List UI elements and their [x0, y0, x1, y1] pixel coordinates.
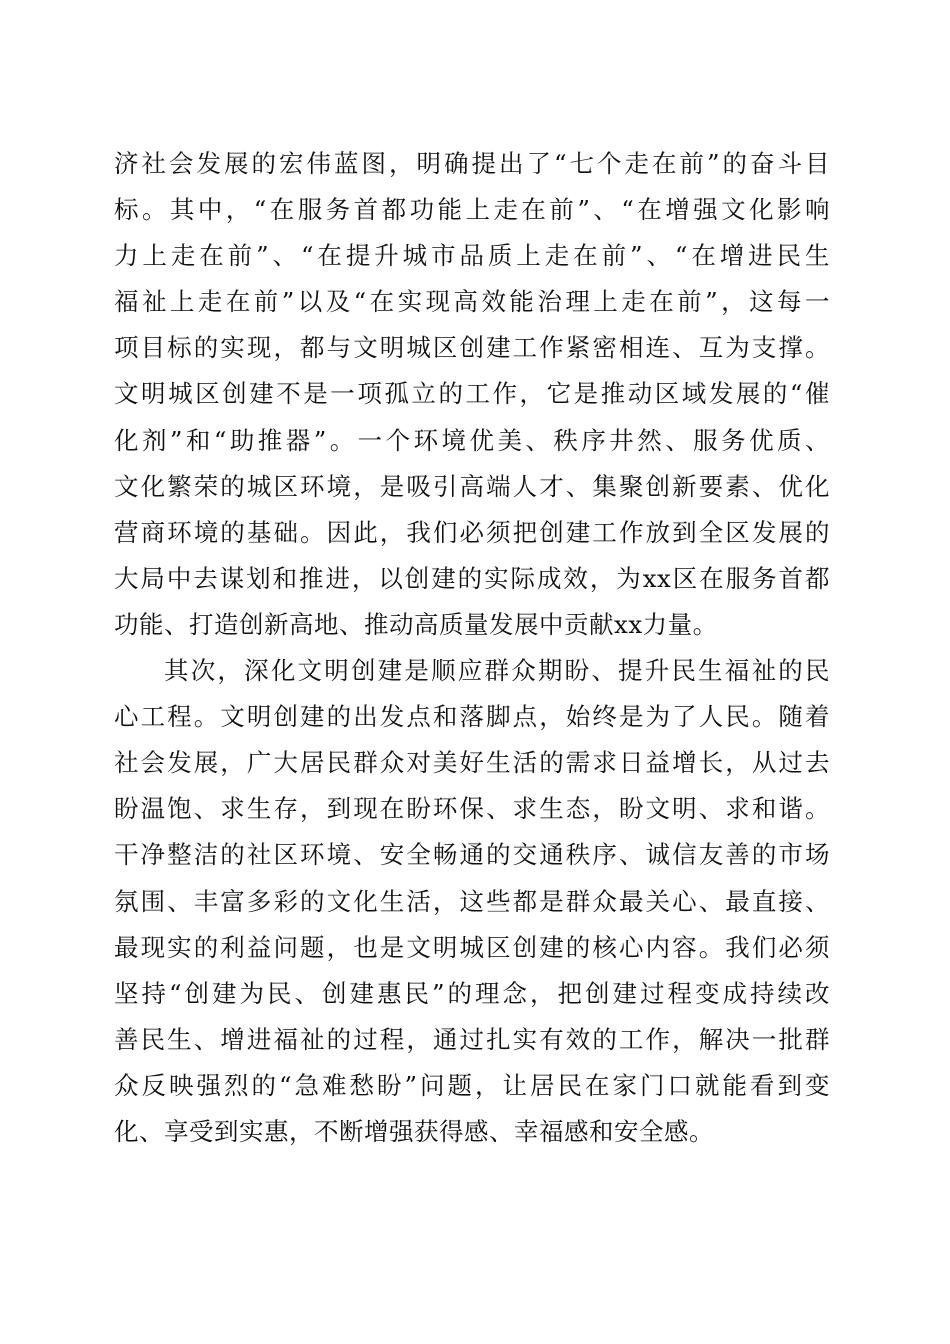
text-line: 坚持“创建为民、创建惠民”的理念，把创建过程变成持续改: [114, 978, 830, 1008]
text-line: 大局中去谋划和推进，以创建的实际成效，为xx区在服务首都: [114, 563, 830, 593]
text-line: 心工程。文明创建的出发点和落脚点，始终是为了人民。随着: [114, 702, 830, 732]
text-line: 最现实的利益问题，也是文明城区创建的核心内容。我们必须: [114, 932, 830, 962]
text-line: 社会发展，广大居民群众对美好生活的需求日益增长，从过去: [114, 748, 830, 778]
text-line: 化、享受到实惠，不断增强获得感、幸福感和安全感。: [114, 1116, 714, 1146]
text-line: 化剂”和“助推器”。一个环境优美、秩序井然、服务优质、: [114, 425, 830, 455]
text-line: 盼温饱、求生存，到现在盼环保、求生态，盼文明、求和谐。: [114, 794, 830, 824]
paragraph-1: [114, 141, 830, 648]
text-line: 功能、打造创新高地、推动高质量发展中贡献xx力量。: [114, 609, 718, 639]
text-line: 众反映强烈的“急难愁盼”问题，让居民在家门口就能看到变: [114, 1070, 830, 1100]
text-line: 福祉上走在前”以及“在实现高效能治理上走在前”，这每一: [114, 287, 830, 317]
text-line: 其次，深化文明创建是顺应群众期盼、提升民生福祉的民: [164, 656, 830, 686]
text-line: 善民生、增进福祉的过程，通过扎实有效的工作，解决一批群: [114, 1024, 830, 1054]
text-line: 标。其中，“在服务首都功能上走在前”、“在增强文化影响: [114, 195, 830, 225]
text-line: 干净整洁的社区环境、安全畅通的交通秩序、诚信友善的市场: [114, 840, 830, 870]
text-line: 文化繁荣的城区环境，是吸引高端人才、集聚创新要素、优化: [114, 471, 830, 501]
text-line: 济社会发展的宏伟蓝图，明确提出了“七个走在前”的奋斗目: [114, 149, 830, 178]
document-body: [114, 141, 830, 1155]
text-line: 力上走在前”、“在提升城市品质上走在前”、“在增进民生: [114, 241, 830, 271]
text-line: 营商环境的基础。因此，我们必须把创建工作放到全区发展的: [114, 517, 830, 547]
text-line: 氛围、丰富多彩的文化生活，这些都是群众最关心、最直接、: [114, 886, 830, 916]
paragraph-2: [114, 648, 830, 1155]
text-line: 文明城区创建不是一项孤立的工作，它是推动区域发展的“催: [114, 379, 830, 409]
text-line: 项目标的实现，都与文明城区创建工作紧密相连、互为支撑。: [114, 333, 830, 363]
